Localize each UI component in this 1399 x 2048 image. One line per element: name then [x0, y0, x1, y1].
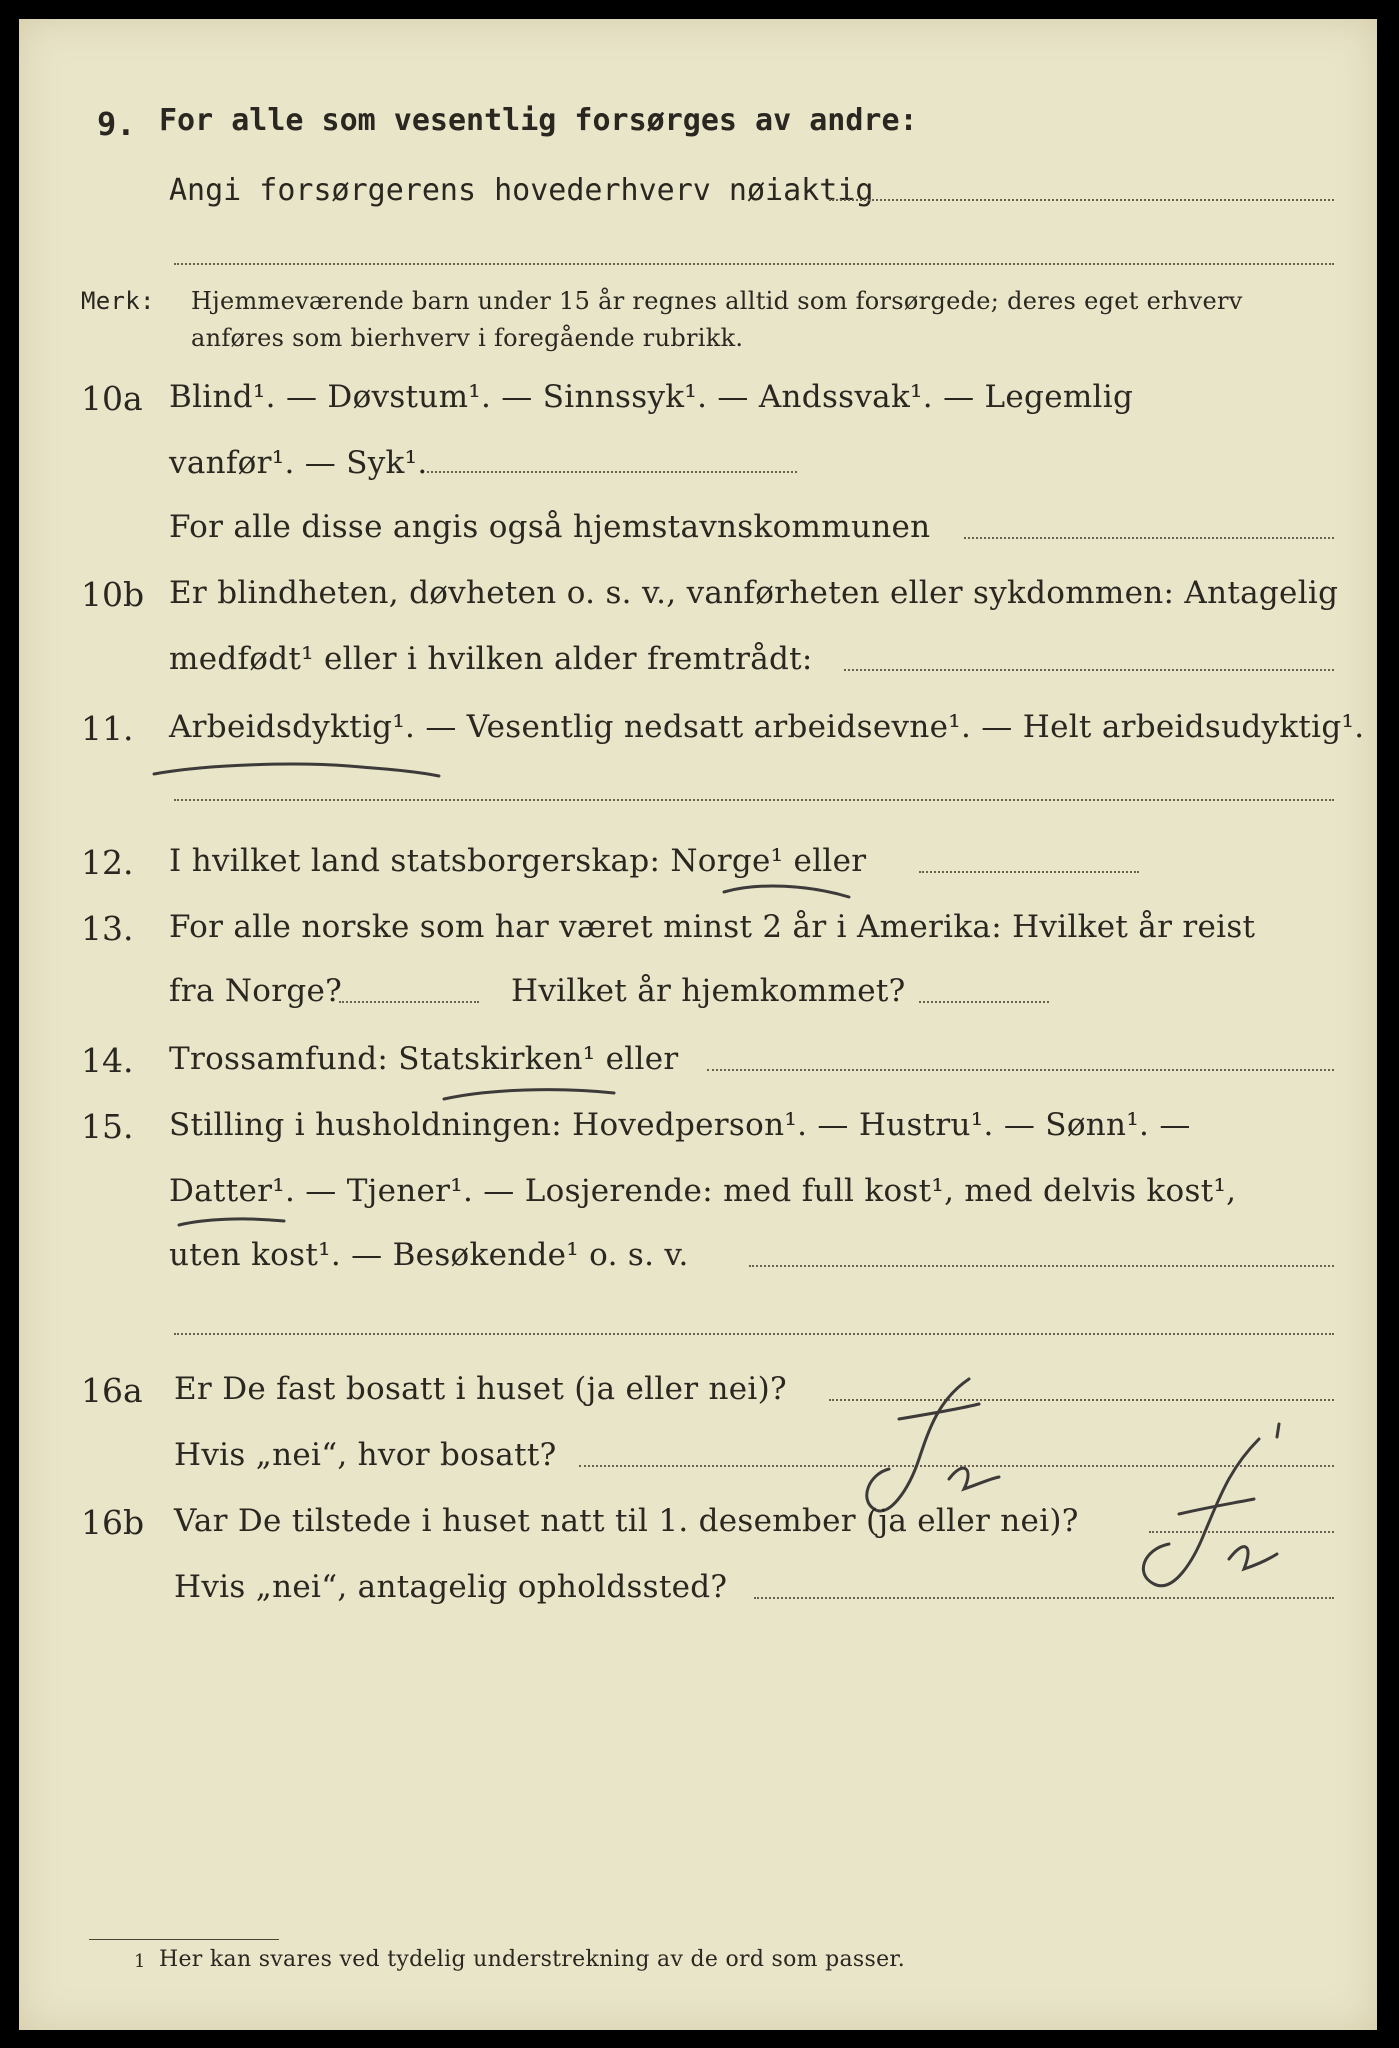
q15-line2: Datter¹. — Tjener¹. — Losjerende: med full kost¹, med delvis kost¹, — [169, 1173, 1237, 1209]
footnote-text: Her kan svares ved tydelig understrekning av de ord som passer. — [159, 1947, 906, 1972]
q13-number: 13. — [81, 909, 134, 948]
q14-answer-line — [707, 1069, 1334, 1071]
q16a-line2: Hvis „nei“, hvor bosatt? — [174, 1437, 557, 1473]
q9-title: For alle som vesentlig forsørges av andre: — [159, 103, 918, 138]
q13-line2a: fra Norge? — [169, 973, 343, 1009]
q10a-line2: vanfør¹. — Syk¹. — [169, 445, 428, 481]
q11-line1: Arbeidsdyktig¹. — Vesentlig nedsatt arbeidsevne¹. — Helt arbeidsudyktig¹. — [169, 709, 1365, 745]
q12-underline-mark — [719, 877, 859, 907]
merk-label: Merk: — [81, 287, 155, 315]
footnote-mark: 1 — [134, 1951, 146, 1972]
q15-underline-mark — [174, 1211, 294, 1233]
q12-number: 12. — [81, 843, 134, 882]
q11-underline-mark — [149, 754, 449, 784]
q10a-answer-line — [427, 471, 797, 473]
q10a-number: 10a — [81, 379, 143, 418]
form-page — [19, 19, 1377, 2030]
q16a-number: 16a — [81, 1371, 143, 1410]
q13-line1: For alle norske som har været minst 2 år i Amerika: Hvilket år reist — [169, 909, 1256, 945]
q16b-number: 16b — [81, 1503, 145, 1542]
q12-line1: I hvilket land statsborgerskap: Norge¹ eller — [169, 843, 867, 879]
q10b-answer-line — [844, 669, 1334, 671]
q9-answer-line-2 — [174, 263, 1334, 265]
q10b-line1: Er blindheten, døvheten o. s. v., vanførheten eller sykdommen: Antagelig — [169, 575, 1339, 611]
q9-line1: Angi forsørgerens hovederhverv nøiaktig — [169, 173, 874, 208]
q9-number: 9. — [97, 105, 136, 143]
q10b-number: 10b — [81, 575, 145, 614]
q16b-line2: Hvis „nei“, antagelig opholdssted? — [174, 1569, 728, 1605]
merk-line1: Hjemmeværende barn under 15 år regnes alltid som forsørgede; deres eget erhverv — [191, 287, 1243, 315]
q15-answer-line — [749, 1265, 1334, 1267]
q14-underline-mark — [439, 1081, 619, 1107]
q15-line3: uten kost¹. — Besøkende¹ o. s. v. — [169, 1237, 689, 1273]
q16b-line1: Var De tilstede i huset natt til 1. desember (ja eller nei)? — [174, 1503, 1079, 1539]
q15-number: 15. — [81, 1107, 134, 1146]
footnote-rule — [89, 1939, 279, 1940]
q11-number: 11. — [81, 709, 134, 748]
q16a-line1: Er De fast bosatt i huset (ja eller nei)? — [174, 1371, 787, 1407]
q13-reist-line — [339, 1001, 479, 1003]
q10a-line3: For alle disse angis også hjemstavnskommunen — [169, 509, 931, 545]
q15-line1: Stilling i husholdningen: Hovedperson¹. — Hustru¹. — Sønn¹. — — [169, 1107, 1191, 1143]
q11-answer-line — [174, 799, 1334, 801]
merk-line2: anføres som bierhverv i foregående rubrikk. — [191, 324, 744, 352]
q9-answer-line — [829, 199, 1334, 201]
q10a-line1: Blind¹. — Døvstum¹. — Sinnssyk¹. — Andssvak¹. — Legemlig — [169, 379, 1134, 415]
q15-answer-line-2 — [174, 1333, 1334, 1335]
q14-line1: Trossamfund: Statskirken¹ eller — [169, 1041, 679, 1077]
q10a-kommune-line — [964, 537, 1334, 539]
q13-line2b: Hvilket år hjemkommet? — [511, 973, 906, 1009]
q14-number: 14. — [81, 1041, 134, 1080]
q16b-handwritten-answer — [1119, 1419, 1289, 1609]
q10b-line2: medfødt¹ eller i hvilken alder fremtrådt: — [169, 641, 813, 677]
q13-hjemkommet-line — [919, 1001, 1049, 1003]
q12-answer-line — [919, 871, 1139, 873]
